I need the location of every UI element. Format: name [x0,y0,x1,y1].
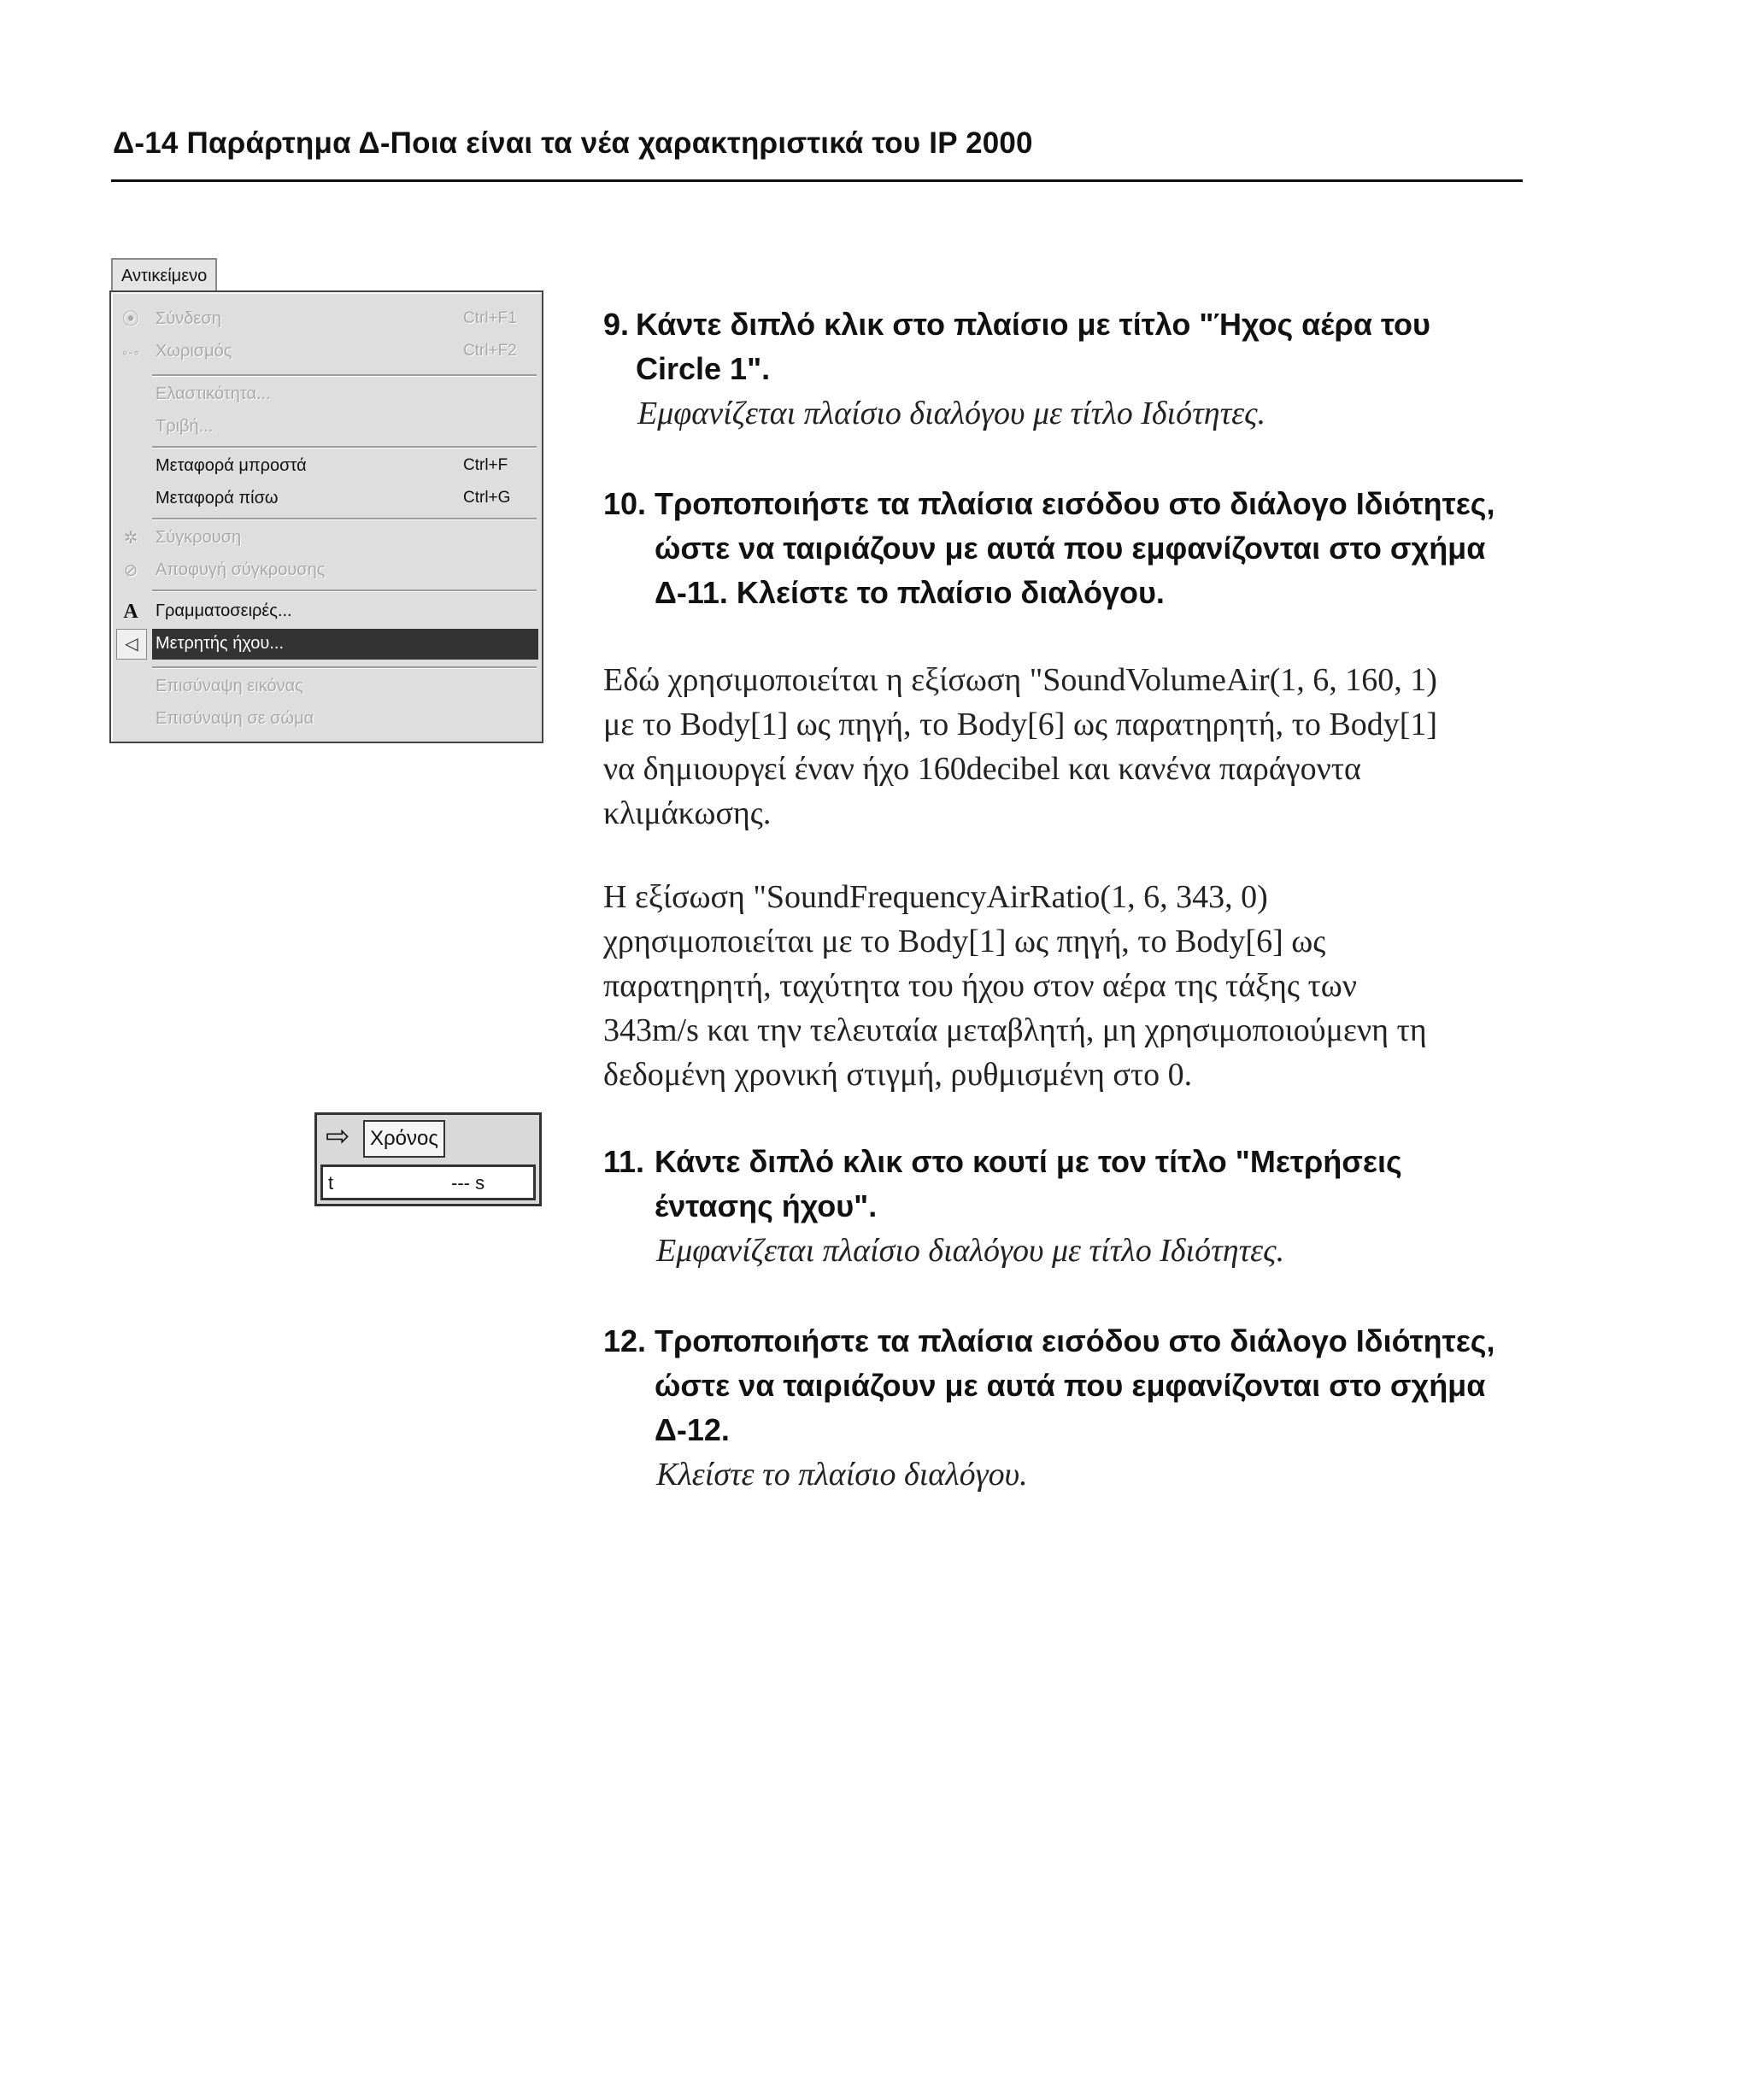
paragraph-line: Εδώ χρησιμοποιείται η εξίσωση "SoundVolumeAir(1, 6, 160, 1) [603,662,1437,698]
step-10 [603,482,1535,615]
menu-item-bring-to-front[interactable] [111,451,542,482]
paragraph-line: παρατηρητή, ταχύτητα του ήχου στον αέρα της τάξης των [603,968,1357,1004]
menu-item-label: Αποφυγή σύγκρουσης [156,560,326,579]
menu-separator [152,446,537,449]
menu-item-label: Σύγκρουση [156,528,242,547]
paragraph-sound-volume [603,658,1526,836]
menu-item-friction[interactable] [111,412,542,443]
step-number: 9. [603,307,630,342]
menu-item-label: Μεταφορά μπροστά [156,456,307,475]
menu-item-attach-to-body[interactable] [111,704,542,735]
menu-item-label: Επισύναψη σε σώμα [156,709,314,728]
sound-meter-icon: ◁ [116,629,147,660]
paragraph-sound-frequency [603,875,1526,1097]
menu-item-attach-image[interactable] [111,672,542,702]
step-text: ώστε να ταιριάζουν με αυτά που εμφανίζονται στο σχήμα [655,1368,1486,1403]
menu-item-avoid-collision[interactable] [111,555,542,586]
page-header: Δ-14 Παράρτημα Δ-Ποια είναι τα νέα χαρακτηριστικά του IP 2000 [113,126,1033,160]
menu-item-label: Ελαστικότητα... [156,384,271,403]
menu-item-label: Γραμματοσειρές... [156,601,292,620]
object-menu-screenshot [109,258,543,742]
time-value-field[interactable] [320,1164,536,1200]
paragraph-line: να δημιουργεί έναν ήχο 160decibel και κανένα παράγοντα [603,751,1361,787]
menu-item-sound-meter[interactable] [152,629,538,660]
paragraph-line: Η εξίσωση "SoundFrequencyAirRatio(1, 6, 343, 0) [603,879,1268,915]
step-text: ώστε να ταιριάζουν με αυτά που εμφανίζονται στο σχήμα [655,531,1486,566]
time-variable: t [328,1172,334,1194]
paragraph-line: με το Body[1] ως πηγή, το Body[6] ως παρατηρητή, το Body[1] [603,707,1438,742]
split-icon: ∘-∘ [120,345,141,359]
menu-item-label: Σύνδεση [156,309,221,328]
menu-item-shortcut: Ctrl+F2 [463,342,517,360]
step-9-note: Εμφανίζεται πλαίσιο διαλόγου με τίτλο Ιδιότητες. [637,396,1266,431]
menu-item-label: Μεταφορά πίσω [156,489,279,507]
step-12 [603,1319,1535,1452]
step-number: 11. [603,1144,645,1179]
font-icon: A [123,601,138,623]
step-number: 12. [603,1323,647,1358]
step-text: Δ-12. [655,1412,730,1447]
menu-separator [152,590,537,592]
widget-title: Χρόνος [363,1120,445,1158]
paragraph-line: δεδομένη χρονική στιγμή, ρυθμισμένη στο 0. [603,1057,1193,1093]
collision-icon: ✲ [123,529,138,548]
menu-item-collision[interactable] [111,523,542,554]
step-text: Κάντε διπλό κλικ στο πλαίσιο με τίτλο "Ήχος αέρα του [636,307,1430,342]
menu-item-label: Τριβή... [156,417,214,436]
step-11-note: Εμφανίζεται πλαίσιο διαλόγου με τίτλο Ιδιότητες. [656,1233,1285,1269]
time-readout: --- s [451,1172,485,1194]
step-number: 10. [603,486,647,521]
header-rule [111,179,1523,182]
menu-separator [152,666,537,669]
menu-item-shortcut: Ctrl+F [463,456,508,474]
menu-item-shortcut: Ctrl+G [463,489,511,507]
paragraph-line: χρησιμοποιείται με το Body[1] ως πηγή, το Body[6] ως [603,924,1326,959]
step-text: Circle 1". [636,351,771,386]
menu-item-connect[interactable] [111,304,542,335]
menu-separator [152,518,537,520]
dropdown-menu [109,290,543,743]
menu-item-send-to-back[interactable] [111,484,542,514]
menu-item-fonts[interactable] [111,596,542,627]
paragraph-line: 343m/s και την τελευταία μεταβλητή, μη χρησιμοποιούμενη τη [603,1012,1427,1048]
paragraph-line: κλιμάκωσης. [603,795,772,831]
menu-item-shortcut: Ctrl+F1 [463,309,517,327]
step-text: Τροποποιήστε τα πλαίσια εισόδου στο διάλογο Ιδιότητες, [655,1323,1495,1358]
avoid-collision-icon: ⊘ [123,561,138,580]
menu-item-split[interactable] [111,337,542,367]
right-arrow-icon: ⇨ [326,1120,350,1153]
menu-item-elasticity[interactable] [111,379,542,410]
step-12-note: Κλείστε το πλαίσιο διαλόγου. [656,1457,1028,1493]
menu-item-label: Χωρισμός [156,342,232,361]
menu-item-label: Επισύναψη εικόνας [156,677,303,695]
step-9 [603,302,1526,391]
menu-item-label: Μετρητής ήχου... [156,634,285,653]
menu-separator [152,374,537,377]
step-text: Κάντε διπλό κλικ στο κουτί με τον τίτλο "Μετρήσεις [655,1144,1402,1179]
time-meter-widget[interactable] [314,1112,542,1206]
step-text: Τροποποιήστε τα πλαίσια εισόδου στο διάλογο Ιδιότητες, [655,486,1495,521]
connect-icon: ⦿ [122,310,139,329]
step-11 [603,1140,1526,1229]
step-text: έντασης ήχου". [655,1188,878,1223]
menu-object[interactable]: Αντικείμενο [111,258,217,292]
step-text: Δ-11. Κλείστε το πλαίσιο διαλόγου. [655,575,1165,610]
